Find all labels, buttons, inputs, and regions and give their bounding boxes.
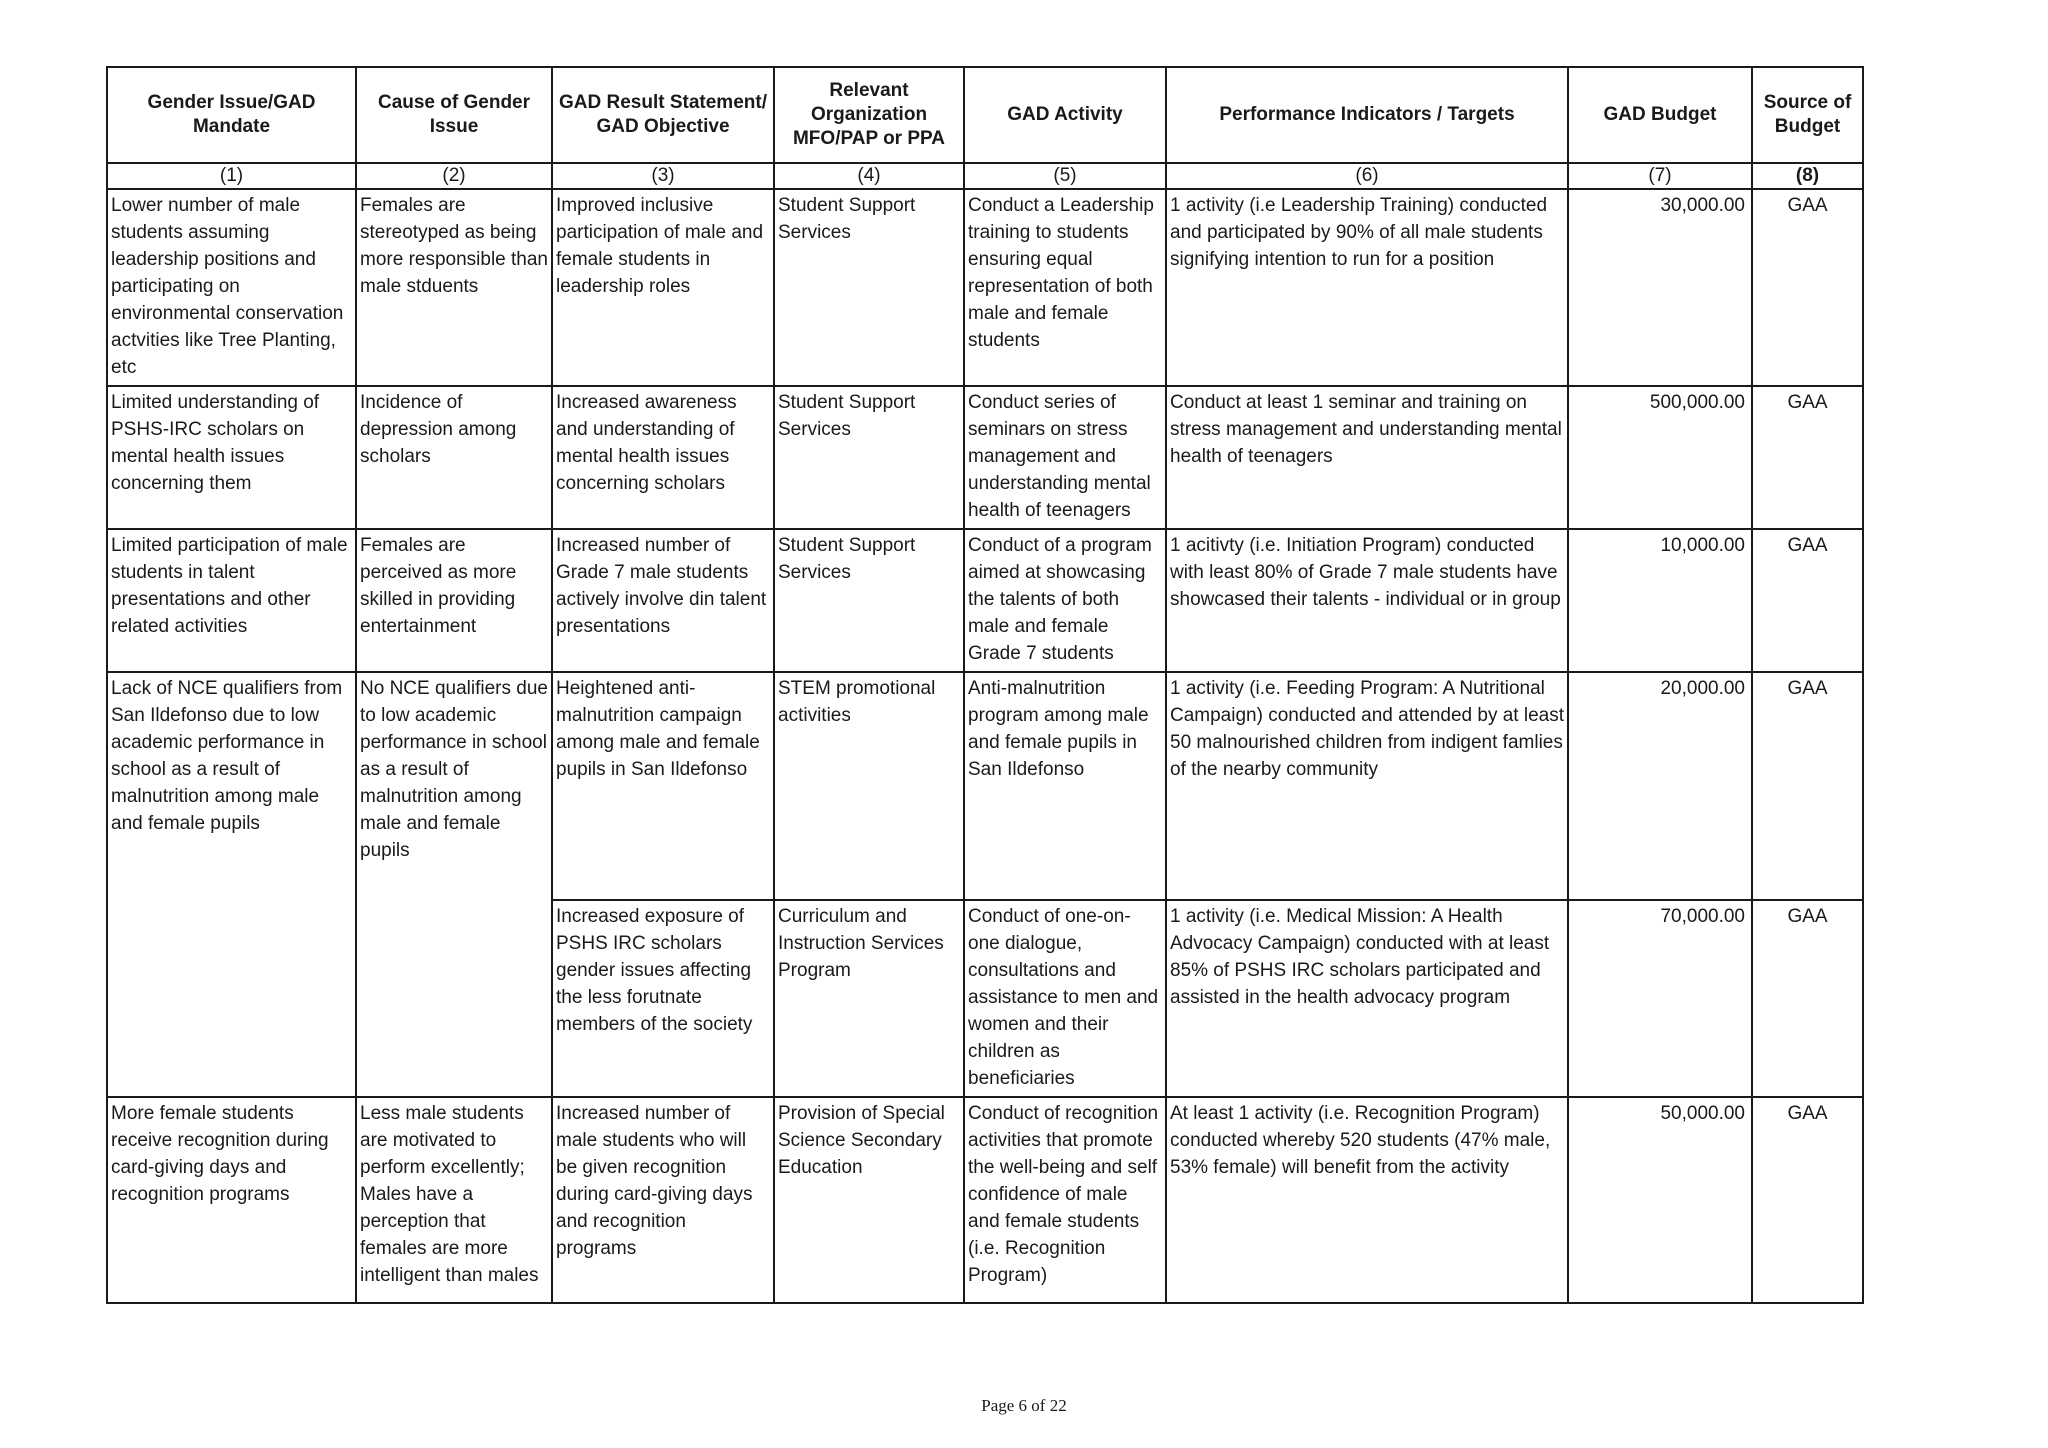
source-cell: GAA <box>1752 672 1863 900</box>
cause-cell: No NCE qualifiers due to low academic performance in school as a result of malnutrition among male and female pupils <box>356 672 552 1097</box>
activity-cell: Conduct of recognition activities that promote the well-being and self confidence of male and female students (i.e. Recognition Program) <box>964 1097 1166 1303</box>
indicator-cell: At least 1 activity (i.e. Recognition Program) conducted whereby 520 students (47% male, 53% female) will benefit from the activity <box>1166 1097 1568 1303</box>
organization-cell: Student Support Services <box>774 529 964 672</box>
objective-cell: Heightened anti-malnutrition campaign among male and female pupils in San Ildefonso <box>552 672 774 900</box>
budget-cell: 30,000.00 <box>1568 189 1752 386</box>
organization-cell: Provision of Special Science Secondary Education <box>774 1097 964 1303</box>
organization-cell: Curriculum and Instruction Services Program <box>774 900 964 1097</box>
header-cause: Cause of Gender Issue <box>356 67 552 163</box>
activity-cell: Conduct series of seminars on stress management and understanding mental health of teenagers <box>964 386 1166 529</box>
column-number: (4) <box>774 163 964 189</box>
gad-plan-table <box>106 66 1864 1304</box>
organization-cell: Student Support Services <box>774 189 964 386</box>
objective-cell: Improved inclusive participation of male and female students in leadership roles <box>552 189 774 386</box>
header-organization: Relevant Organization MFO/PAP or PPA <box>774 67 964 163</box>
source-cell: GAA <box>1752 1097 1863 1303</box>
budget-cell: 50,000.00 <box>1568 1097 1752 1303</box>
column-number: (7) <box>1568 163 1752 189</box>
gender-issue-cell: Lack of NCE qualifiers from San Ildefonso due to low academic performance in school as a result of malnutrition among male and female pupils <box>107 672 356 1097</box>
indicator-cell: 1 activity (i.e. Feeding Program: A Nutritional Campaign) conducted and attended by at least 50 malnourished children from indigent famlies of the nearby community <box>1166 672 1568 900</box>
gad-plan-sheet <box>106 66 1862 1304</box>
column-number: (5) <box>964 163 1166 189</box>
source-cell: GAA <box>1752 386 1863 529</box>
source-cell: GAA <box>1752 900 1863 1097</box>
budget-cell: 70,000.00 <box>1568 900 1752 1097</box>
page-number: Page 6 of 22 <box>981 1396 1067 1415</box>
objective-cell: Increased number of Grade 7 male students actively involve din talent presentations <box>552 529 774 672</box>
column-number: (3) <box>552 163 774 189</box>
organization-cell: Student Support Services <box>774 386 964 529</box>
indicator-cell: 1 activity (i.e. Medical Mission: A Health Advocacy Campaign) conducted with at least 85% of PSHS IRC scholars participated and assisted in the health advocacy program <box>1166 900 1568 1097</box>
source-cell: GAA <box>1752 189 1863 386</box>
source-cell: GAA <box>1752 529 1863 672</box>
objective-cell: Increased awareness and understanding of mental health issues concerning scholars <box>552 386 774 529</box>
header-budget: GAD Budget <box>1568 67 1752 163</box>
cause-cell: Females are stereotyped as being more responsible than male stduents <box>356 189 552 386</box>
organization-cell: STEM promotional activities <box>774 672 964 900</box>
table-row <box>107 386 1863 529</box>
indicator-cell: Conduct at least 1 seminar and training on stress management and understanding mental health of teenagers <box>1166 386 1568 529</box>
gender-issue-cell: Lower number of male students assuming leadership positions and participating on environmental conservation actvities like Tree Planting, etc <box>107 189 356 386</box>
gender-issue-cell: Limited understanding of PSHS-IRC scholars on mental health issues concerning them <box>107 386 356 529</box>
objective-cell: Increased exposure of PSHS IRC scholars gender issues affecting the less forutnate members of the society <box>552 900 774 1097</box>
cause-cell: Females are perceived as more skilled in providing entertainment <box>356 529 552 672</box>
objective-cell: Increased number of male students who will be given recognition during card-giving days and recognition programs <box>552 1097 774 1303</box>
gender-issue-cell: More female students receive recognition during card-giving days and recognition programs <box>107 1097 356 1303</box>
cause-cell: Less male students are motivated to perform excellently; Males have a perception that females are more intelligent than males <box>356 1097 552 1303</box>
header-gender-issue: Gender Issue/GAD Mandate <box>107 67 356 163</box>
table-row <box>107 1097 1863 1303</box>
header-result-statement: GAD Result Statement/ GAD Objective <box>552 67 774 163</box>
activity-cell: Conduct a Leadership training to students ensuring equal representation of both male and female students <box>964 189 1166 386</box>
indicator-cell: 1 activity (i.e Leadership Training) conducted and participated by 90% of all male students signifying intention to run for a position <box>1166 189 1568 386</box>
table-row <box>107 672 1863 900</box>
table-row <box>107 529 1863 672</box>
header-source: Source of Budget <box>1752 67 1863 163</box>
column-number: (1) <box>107 163 356 189</box>
gender-issue-cell: Limited participation of male students in talent presentations and other related activities <box>107 529 356 672</box>
activity-cell: Conduct of a program aimed at showcasing the talents of both male and female Grade 7 students <box>964 529 1166 672</box>
budget-cell: 500,000.00 <box>1568 386 1752 529</box>
cause-cell: Incidence of depression among scholars <box>356 386 552 529</box>
table-row <box>107 189 1863 386</box>
header-indicators: Performance Indicators / Targets <box>1166 67 1568 163</box>
column-number: (6) <box>1166 163 1568 189</box>
indicator-cell: 1 acitivty (i.e. Initiation Program) conducted with least 80% of Grade 7 male students have showcased their talents - individual or in group <box>1166 529 1568 672</box>
budget-cell: 20,000.00 <box>1568 672 1752 900</box>
header-row <box>107 67 1863 163</box>
activity-cell: Anti-malnutrition program among male and female pupils in San Ildefonso <box>964 672 1166 900</box>
header-activity: GAD Activity <box>964 67 1166 163</box>
budget-cell: 10,000.00 <box>1568 529 1752 672</box>
activity-cell: Conduct of one-on-one dialogue, consultations and assistance to men and women and their children as beneficiaries <box>964 900 1166 1097</box>
column-number-row <box>107 163 1863 189</box>
column-number: (8) <box>1752 163 1863 189</box>
column-number: (2) <box>356 163 552 189</box>
